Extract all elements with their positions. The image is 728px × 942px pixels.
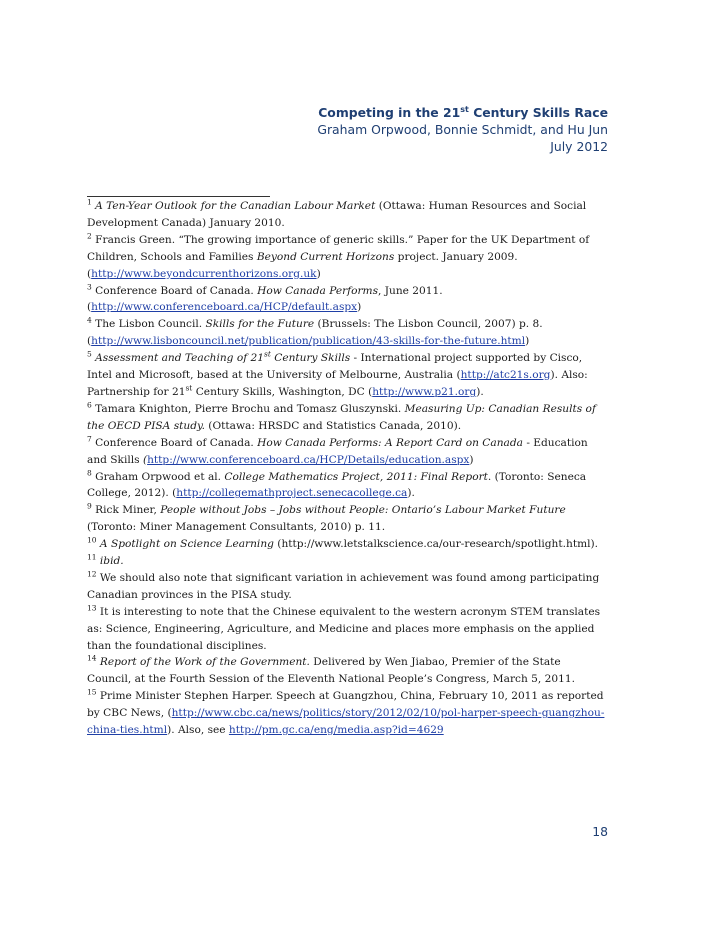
footnote-5-link-atc21s[interactable]: http://atc21s.org — [460, 369, 551, 382]
footnote-3-link[interactable]: http://www.conferenceboard.ca/HCP/default.aspx — [91, 301, 358, 314]
footnote-4: $^4$ The Lisbon Council. Skills for the Future (Brussels: The Lisbon Council, 2007) p. 8. (http://www.lisboncouncil.net/publication/publication/43-skills-for-the-future.html) — [87, 315, 543, 348]
footnote-3: $^3$ Conference Board of Canada. How Canada Performs, June 2011. (http://www.conferenceboard.ca/HCP/default.aspx) — [87, 282, 443, 314]
running-header — [208, 104, 608, 155]
page-number: 18 — [592, 824, 608, 839]
footnote-10: $^{10}$ A Spotlight on Science Learning (http://www.letstalkscience.ca/our-research/spotlight.html). — [87, 535, 599, 551]
footnote-14: $^{14}$ Report of the Work of the Government. Delivered by Wen Jiabao, Premier of the State Council, at the Fourth Session of the Eleventh National People’s Congress, March 5, 2011. — [87, 653, 575, 686]
footnote-separator — [87, 196, 270, 197]
header-authors: Graham Orpwood, Bonnie Schmidt, and Hu Jun — [317, 122, 608, 137]
footnote-7: $^7$ Conference Board of Canada. How Canada Performs: A Report Card on Canada - Education and Skills (http://www.conferenceboard.ca/HCP/Details/education.aspx) — [87, 434, 588, 466]
footnote-6: $^6$ Tamara Knighton, Pierre Brochu and Tomasz Gluszynski. Measuring Up: Canadian Results of the OECD PISA study. (Ottawa: HRSDC and Statistics Canada, 2010). — [87, 400, 596, 432]
footnote-9: $^9$ Rick Miner, People without Jobs – Jobs without People: Ontario’s Labour Market Future (Toronto: Miner Management Consultants, 2010) p. 11. — [87, 501, 566, 534]
footnote-2: $^2$ Francis Green. “The growing importance of generic skills.” Paper for the UK Department of Children, Schools and Families Beyond Current Horizons project. January 2009. (http://www.beyondcurrenthorizons.org.uk) — [87, 231, 590, 280]
footnote-8-link[interactable]: http://collegemathproject.senecacollege.ca — [176, 487, 408, 500]
footnote-8: $^8$ Graham Orpwood et al. College Mathematics Project, 2011: Final Report. (Toronto: Seneca College, 2012). (http://collegemathproject.senecacollege.ca). — [87, 467, 587, 500]
footnote-13: $^{13}$ It is interesting to note that the Chinese equivalent to the western acronym STEM translates as: Science, Engineering, Agriculture, and Medicine and places more emphasis on the applied than the foundational disciplines. — [87, 603, 601, 652]
footnote-5-link-p21[interactable]: http://www.p21.org — [372, 385, 477, 398]
footnote-7-link[interactable]: http://www.conferenceboard.ca/HCP/Details/education.aspx — [147, 453, 470, 466]
footnote-15: $^{15}$ Prime Minister Stephen Harper. Speech at Guangzhou, China, February 10, 2011 as reported by CBC News, (http://www.cbc.ca/news/politics/story/2012/02/10/pol-harper-speech-guangzhou-china-ties.html). Also, see http://pm.gc.ca/eng/media.asp?id=4629 — [87, 687, 605, 737]
footnote-5: $^5$ Assessment and Teaching of 21st Century Skills - International project supported by Cisco, Intel and Microsoft, based at the University of Melbourne, Australia (http://atc21s.org). Also: Partnership for 21st Century Skills, Washington, DC (http://www.p21.org). — [87, 349, 588, 398]
footnote-4-link[interactable]: http://www.lisboncouncil.net/publication/publication/43-skills-for-the-future.html — [91, 335, 526, 348]
footnote-15-link-cbc[interactable]: http://www.cbc.ca/news/politics/story/2012/02/10/pol-harper-speech-guangzhou-china-ties.html — [87, 707, 605, 737]
footnote-12: $^{12}$ We should also note that significant variation in achievement was found among participating Canadian provinces in the PISA study. — [87, 569, 600, 601]
footnotes — [87, 198, 607, 739]
header-title: Competing in the 21st Century Skills Race — [318, 104, 608, 120]
footnote-15-link-pm[interactable]: http://pm.gc.ca/eng/media.asp?id=4629 — [228, 724, 444, 737]
footnote-11: $^{11}$ ibid. — [87, 552, 124, 568]
footnote-2-link[interactable]: http://www.beyondcurrenthorizons.org.uk — [91, 267, 317, 280]
header-date: July 2012 — [550, 139, 608, 154]
footnote-1: $^1$ A Ten-Year Outlook for the Canadian Labour Market (Ottawa: Human Resources and Social Development Canada) January 2010. — [87, 197, 587, 229]
